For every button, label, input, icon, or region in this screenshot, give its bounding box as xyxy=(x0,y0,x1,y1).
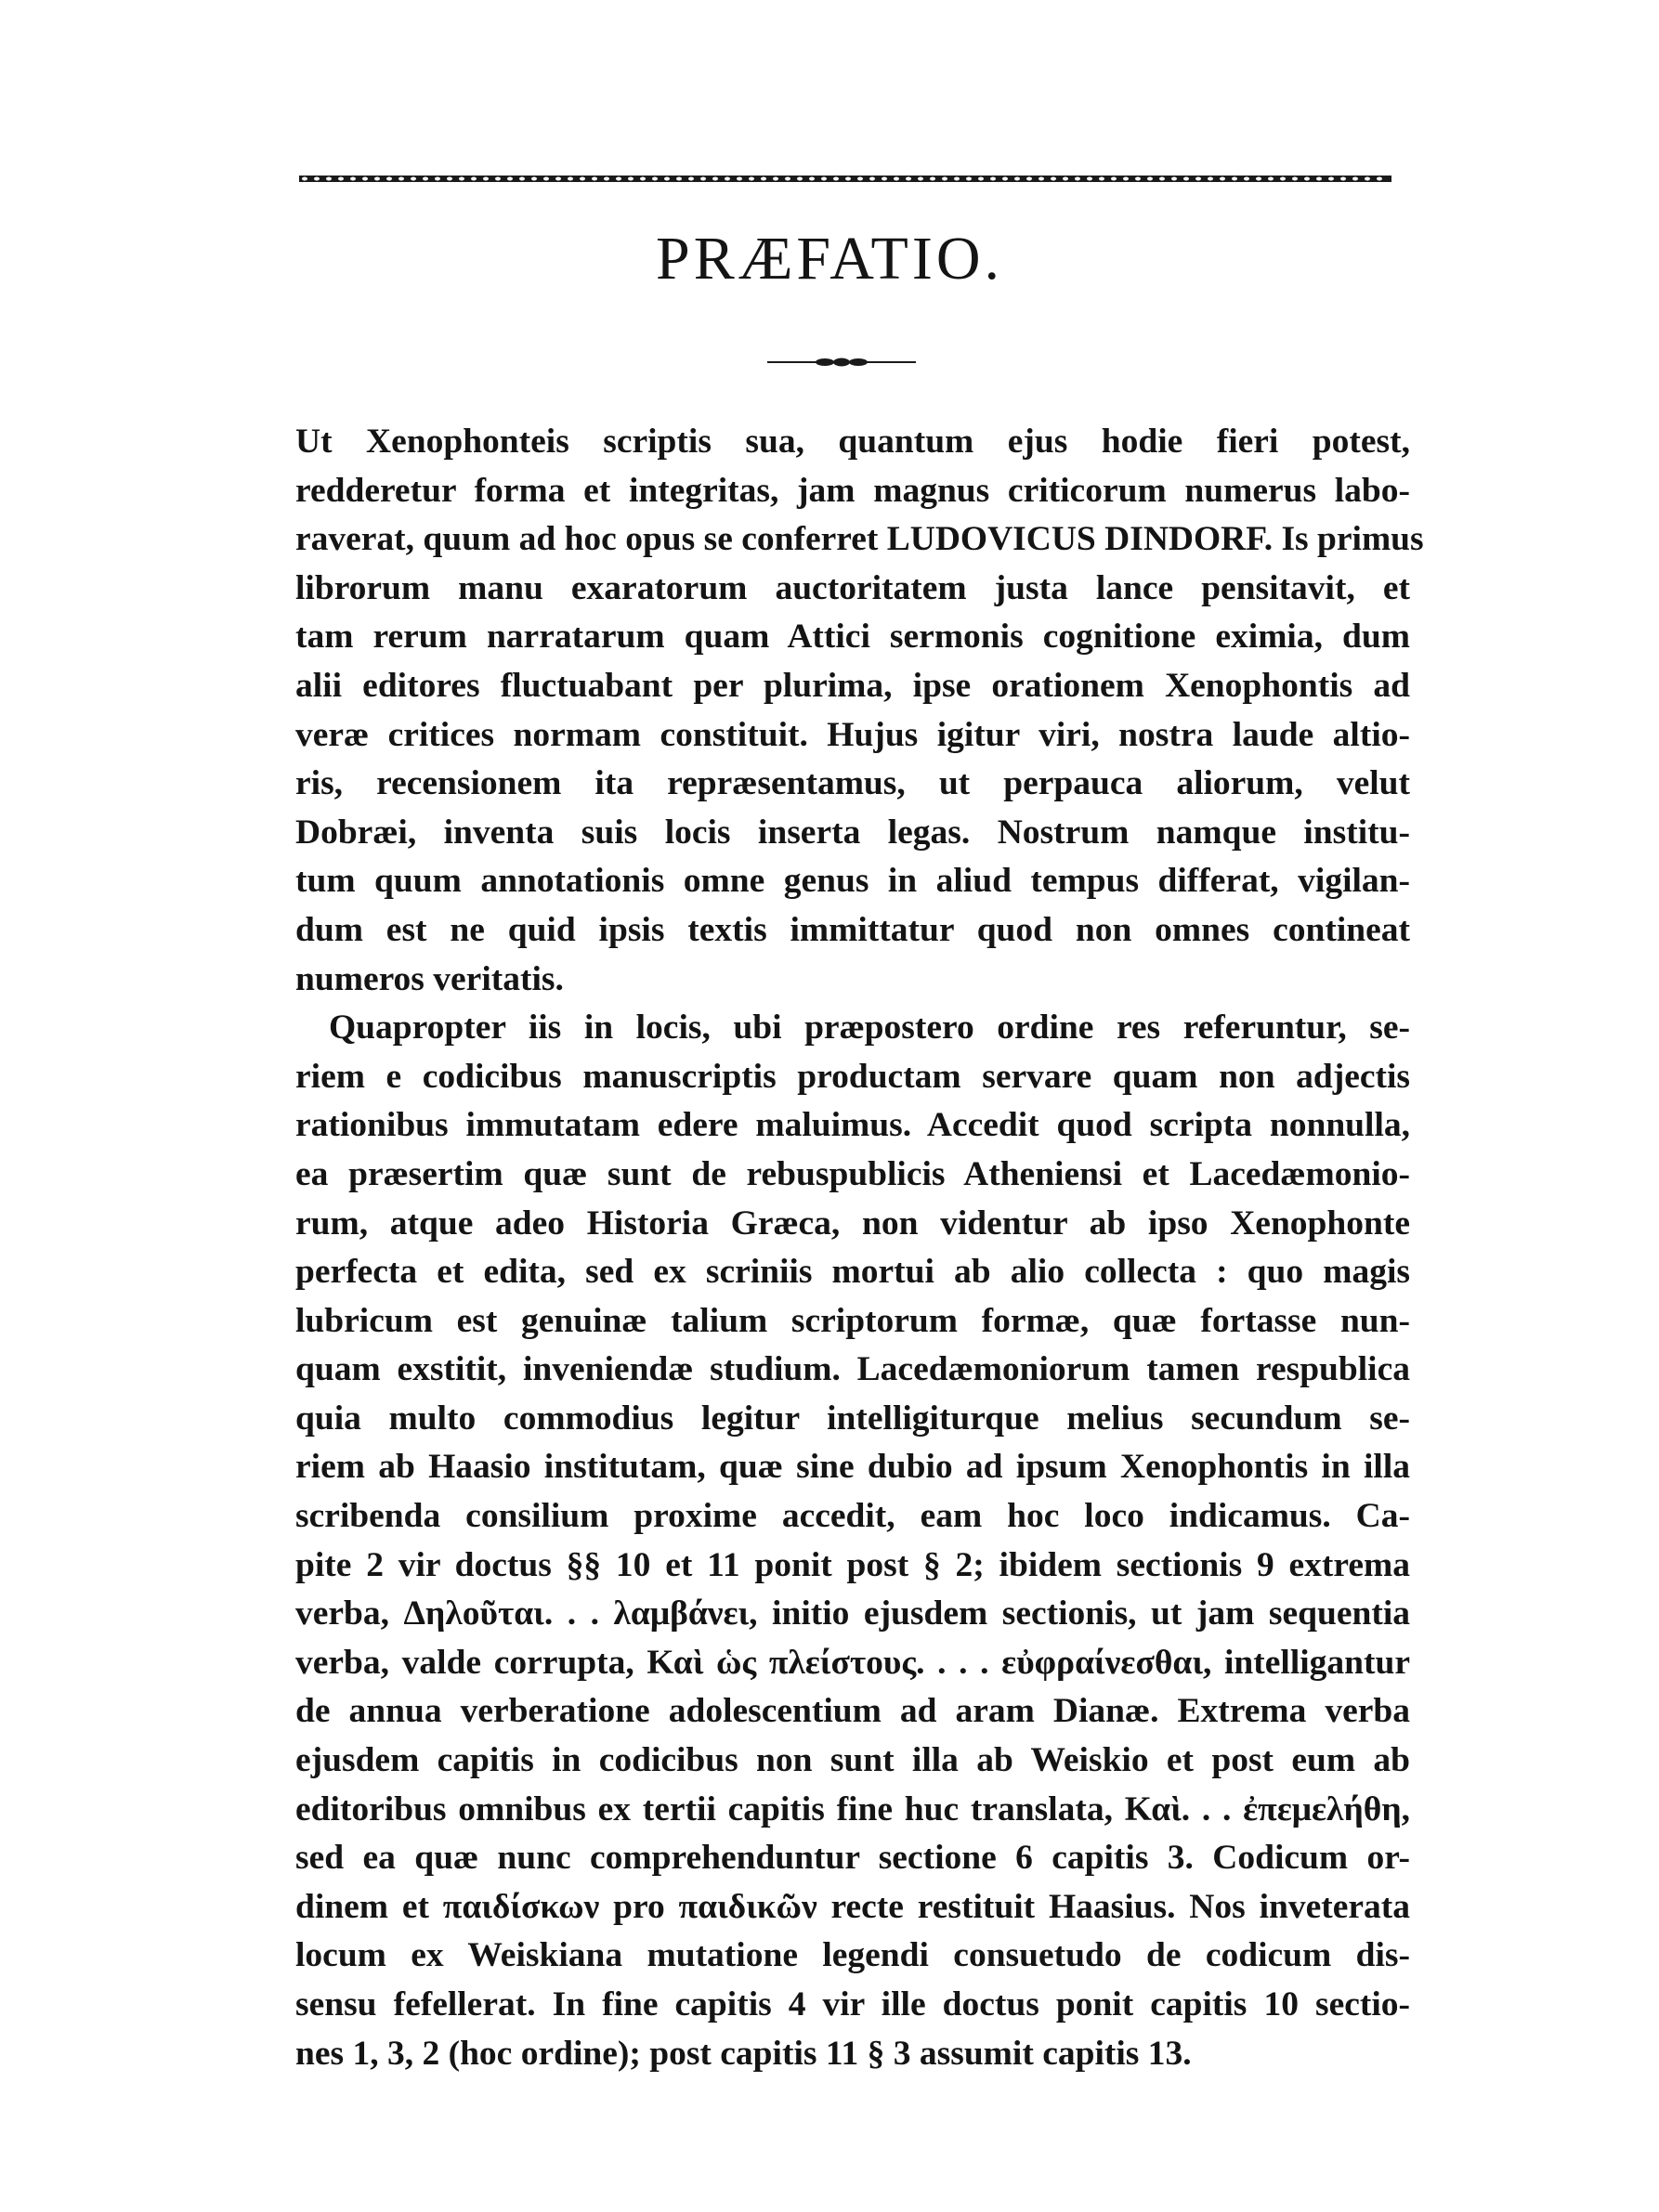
text-line: lubricum est genuinæ talium scriptorum formæ, quæ fortasse nun- xyxy=(295,1301,1410,1340)
text-line: pite 2 vir doctus §§ 10 et 11 ponit post § 2; ibidem sectionis 9 extrema xyxy=(295,1545,1410,1584)
top-ornamental-rule xyxy=(299,171,1391,186)
text-line: Quapropter iis in locis, ubi præpostero ordine res referuntur, se- xyxy=(329,1008,1410,1047)
text-line: nes 1, 3, 2 (hoc ordine); post capitis 11 § 3 assumit capitis 13. xyxy=(295,2034,1192,2073)
preface-body xyxy=(295,418,1424,2078)
text-line: quia multo commodius legitur intelligiturque melius secundum se- xyxy=(295,1399,1410,1438)
text-line: quam exstitit, inveniendæ studium. Lacedæmoniorum tamen respublica xyxy=(295,1350,1410,1389)
text-line: ea præsertim quæ sunt de rebuspublicis Atheniensi et Lacedæmonio- xyxy=(295,1154,1410,1193)
text-line: editoribus omnibus ex tertii capitis fine huc translata, Καὶ. . . ἐπεμελήθη, xyxy=(295,1789,1410,1828)
text-line: dum est ne quid ipsis textis immittatur quod non omnes contineat xyxy=(295,910,1410,949)
text-line: Dobræi, inventa suis locis inserta legas. Nostrum namque institu- xyxy=(295,813,1410,852)
text-line: ejusdem capitis in codicibus non sunt illa ab Weiskio et post eum ab xyxy=(295,1741,1410,1780)
text-line: raverat, quum ad hoc opus se conferret LUDOVICUS DINDORF. Is primus xyxy=(295,520,1424,559)
text-line: riem ab Haasio institutam, quæ sine dubio ad ipsum Xenophontis in illa xyxy=(295,1448,1410,1487)
text-line: scribenda consilium proxime accedit, eam hoc loco indicamus. Ca- xyxy=(295,1497,1410,1536)
text-line: ris, recensionem ita repræsentamus, ut perpauca aliorum, velut xyxy=(295,764,1410,803)
paragraph xyxy=(295,1004,1410,2078)
title-ornament-rule xyxy=(767,357,916,368)
text-line: Ut Xenophonteis scriptis sua, quantum ejus hodie fieri potest, xyxy=(295,423,1410,461)
text-line: riem e codicibus manuscriptis productam servare quam non adjectis xyxy=(295,1057,1410,1096)
paragraph xyxy=(295,418,1424,1004)
text-line: perfecta et edita, sed ex scriniis mortui ab alio collecta : quo magis xyxy=(295,1253,1410,1292)
text-line: numeros veritatis. xyxy=(295,959,564,998)
text-line: veræ critices normam constituit. Hujus igitur viri, nostra laude altio- xyxy=(295,715,1410,754)
text-line: librorum manu exaratorum auctoritatem justa lance pensitavit, et xyxy=(295,568,1410,607)
text-line: sensu fefellerat. In fine capitis 4 vir ille doctus ponit capitis 10 sectio- xyxy=(295,1985,1410,2023)
page-title: PRÆFATIO. xyxy=(655,225,1004,293)
text-line: tam rerum narratarum quam Attici sermonis cognitione eximia, dum xyxy=(295,618,1410,657)
text-line: dinem et παιδίσκων pro παιδικῶν recte restituit Haasius. Nos inveterata xyxy=(295,1887,1410,1926)
text-line: verba, valde corrupta, Καὶ ὡς πλείστους. . . . εὐφραίνεσθαι, intelligantur xyxy=(295,1643,1410,1682)
text-line: sed ea quæ nunc comprehenduntur sectione 6 capitis 3. Codicum or- xyxy=(295,1839,1410,1878)
text-line: verba, Δηλοῦται. . . λαμβάνει, initio ejusdem sectionis, ut jam sequentia xyxy=(295,1594,1410,1633)
text-line: tum quum annotationis omne genus in aliud tempus differat, vigilan- xyxy=(295,862,1410,901)
text-line: de annua verberatione adolescentium ad aram Dianæ. Extrema verba xyxy=(295,1692,1410,1731)
text-line: locum ex Weiskiana mutatione legendi consuetudo de codicum dis- xyxy=(295,1936,1410,1975)
text-line: redderetur forma et integritas, jam magnus criticorum numerus labo- xyxy=(295,471,1410,510)
text-line: rationibus immutatam edere maluimus. Accedit quod scripta nonnulla, xyxy=(295,1106,1410,1145)
text-line: alii editores fluctuabant per plurima, ipse orationem Xenophontis ad xyxy=(295,666,1410,705)
text-line: rum, atque adeo Historia Græca, non videntur ab ipso Xenophonte xyxy=(295,1204,1410,1243)
